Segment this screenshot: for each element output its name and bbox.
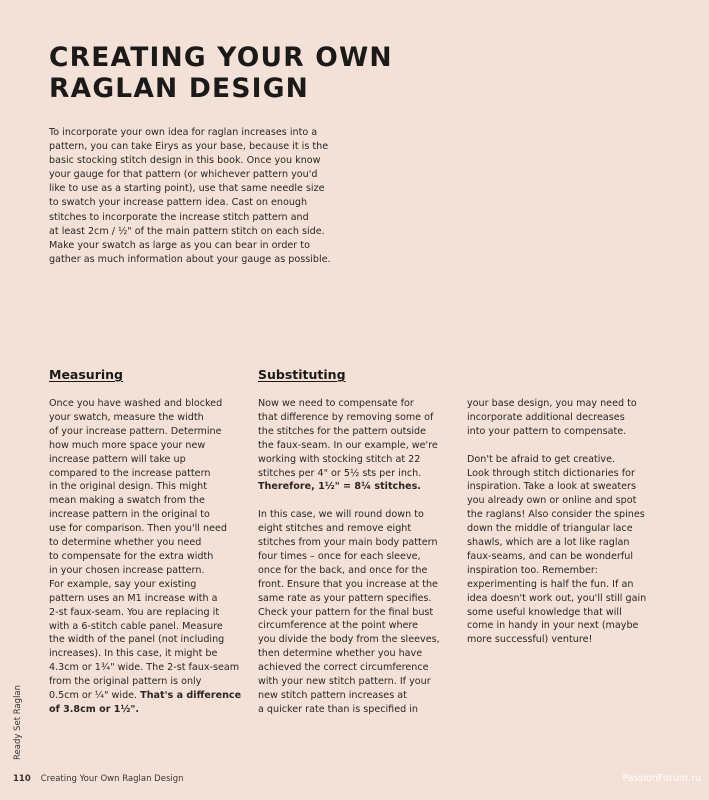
body-line: from the original pattern is only <box>49 676 202 688</box>
title-line: RAGLAN DESIGN <box>49 73 310 104</box>
third-column <box>467 397 647 647</box>
intro-line: To incorporate your own idea for raglan increases into a <box>49 127 318 138</box>
body-line: pattern uses an M1 increase with a <box>49 592 218 604</box>
body-line: mean making a swatch from the <box>49 495 205 507</box>
intro-line: your gauge for that pattern (or whichever pattern you'd <box>49 169 318 181</box>
body-line: 4.3cm or 1¾" wide. The 2-st faux-seam <box>49 662 240 674</box>
body-line: inspiration too. Remember: <box>467 564 598 576</box>
body-line: of your increase pattern. Determine <box>49 425 222 437</box>
body-line: your swatch, measure the width <box>49 411 204 423</box>
body-line: you already own or online and spot <box>467 495 637 507</box>
body-line: some useful knowledge that will <box>467 606 622 618</box>
body-text: 0.5cm or ¼" wide. <box>49 690 138 702</box>
body-line: into your pattern to compensate. <box>467 425 627 437</box>
title-line: CREATING YOUR OWN <box>49 42 393 73</box>
body-line: incorporate additional decreases <box>467 411 625 423</box>
body-line: to determine whether you need <box>49 537 202 549</box>
body-line: the stitches for the pattern outside <box>258 425 426 437</box>
page-title <box>49 42 393 104</box>
body-line: Now we need to compensate for <box>258 398 414 409</box>
page-footer <box>13 774 184 784</box>
body-line: you divide the body from the sleeves, <box>258 634 440 646</box>
body-line: new stitch pattern increases at <box>258 690 407 702</box>
bold-line: Therefore, 1½" = 8¼ stitches. <box>258 481 421 493</box>
body-line: then determine whether you have <box>258 648 423 660</box>
intro-line: stitches to incorporate the increase stitch pattern and <box>49 211 309 223</box>
intro-line: gather as much information about your gauge as possible. <box>49 253 331 265</box>
body-line: faux-seams, and can be wonderful <box>467 550 633 562</box>
measuring-column <box>49 397 242 717</box>
body-line: inspiration. Take a look at sweaters <box>467 481 636 493</box>
paragraph-gap <box>467 439 647 453</box>
intro-line: basic stocking stitch design in this book. Once you know <box>49 155 321 167</box>
body-line: in your chosen increase pattern. <box>49 564 205 576</box>
body-line: front. Ensure that you increase at the <box>258 578 438 590</box>
measuring-heading: Measuring <box>49 367 123 382</box>
watermark: PassionForum.ru <box>622 773 701 784</box>
body-line-mixed <box>49 689 242 703</box>
body-line: use for comparison. Then you'll need <box>49 523 227 535</box>
body-line: circumference at the point where <box>258 620 419 632</box>
body-line: with your new stitch pattern. If your <box>258 676 431 688</box>
body-line: stitches per 4" or 5½ sts per inch. <box>258 467 422 479</box>
body-line: 2-st faux-seam. You are replacing it <box>49 606 220 618</box>
substituting-column <box>258 397 438 717</box>
body-line: once for the back, and once for the <box>258 564 428 576</box>
body-line: Look through stitch dictionaries for <box>467 467 635 479</box>
substituting-heading: Substituting <box>258 367 346 382</box>
intro-paragraph <box>49 126 349 267</box>
body-line: in the original design. This might <box>49 481 208 493</box>
body-line: stitches from your main body pattern <box>258 537 438 549</box>
body-line: eight stitches and remove eight <box>258 523 412 535</box>
body-line: Don't be afraid to get creative. <box>467 453 616 465</box>
body-line: same rate as your pattern specifies. <box>258 592 432 604</box>
body-line: experimenting is half the fun. If an <box>467 578 634 590</box>
running-sidebar-title: Ready Set Raglan <box>13 684 23 760</box>
body-line: how much more space your new <box>49 439 206 451</box>
intro-line: pattern, you can take Eirys as your base, because it is the <box>49 141 329 153</box>
body-line: the raglans! Also consider the spines <box>467 509 645 521</box>
body-line: Check your pattern for the final bust <box>258 606 434 618</box>
bold-text: That's a difference <box>140 690 242 702</box>
body-line: the width of the panel (not including <box>49 634 225 646</box>
body-line: come in handy in your next (maybe <box>467 620 639 632</box>
body-line: your base design, you may need to <box>467 398 637 409</box>
body-line: more successful) venture! <box>467 634 593 646</box>
body-line: increase pattern will take up <box>49 453 186 465</box>
paragraph-gap <box>258 494 438 508</box>
intro-line: Make your swatch as large as you can bear in order to <box>49 239 310 251</box>
body-line: increase pattern in the original to <box>49 509 210 521</box>
intro-line: like to use as a starting point), use that same needle size <box>49 183 325 195</box>
body-line: increases). In this case, it might be <box>49 648 218 660</box>
body-line: For example, say your existing <box>49 578 197 590</box>
footer-section-title: Creating Your Own Raglan Design <box>40 774 184 784</box>
body-line: working with stocking stitch at 22 <box>258 453 421 465</box>
body-line: four times – once for each sleeve, <box>258 550 421 562</box>
body-line: achieved the correct circumference <box>258 662 429 674</box>
body-line: idea doesn't work out, you'll still gain <box>467 592 647 604</box>
body-line: Once you have washed and blocked <box>49 398 223 409</box>
body-line: shawls, which are a lot like raglan <box>467 537 630 549</box>
page-number: 110 <box>13 774 31 784</box>
body-line: a quicker rate than is specified in <box>258 703 419 715</box>
body-line: compared to the increase pattern <box>49 467 211 479</box>
body-line: to compensate for the extra width <box>49 550 214 562</box>
body-line: that difference by removing some of <box>258 411 434 423</box>
body-line: the faux-seam. In our example, we're <box>258 439 438 451</box>
bold-line: of 3.8cm or 1½". <box>49 703 140 715</box>
body-line: In this case, we will round down to <box>258 509 424 521</box>
body-line: with a 6-stitch cable panel. Measure <box>49 620 223 632</box>
body-line: down the middle of triangular lace <box>467 523 633 535</box>
intro-line: to swatch your increase pattern idea. Cast on enough <box>49 197 308 209</box>
intro-line: at least 2cm / ½" of the main pattern stitch on each side. <box>49 225 325 237</box>
